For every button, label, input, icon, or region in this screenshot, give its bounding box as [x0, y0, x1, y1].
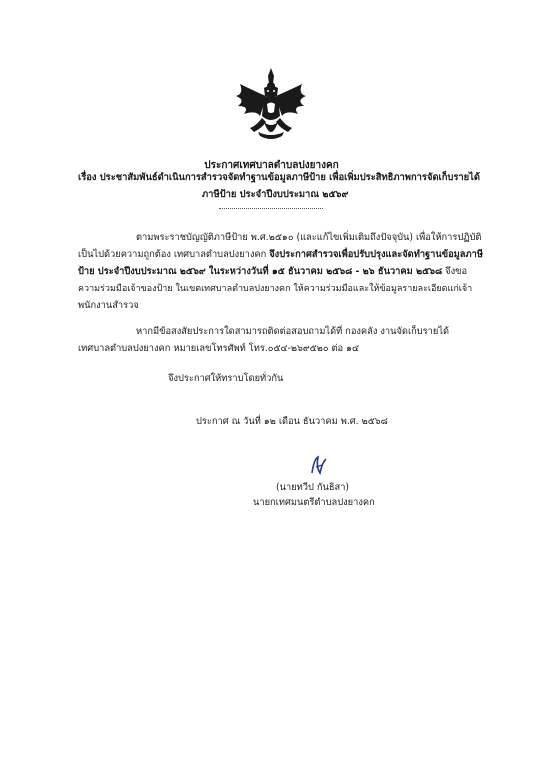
contact-paragraph-line: หากมีข้อสงสัยประการใดสามารถติดต่อสอบถามได้ที่ กองคลัง งานจัดเก็บรายได้: [136, 326, 450, 337]
signature: [306, 453, 332, 479]
announcement-heading: ประกาศเทศบาลตำบลปงยางคก: [204, 160, 339, 171]
divider-dotted: [219, 208, 323, 209]
signer-name: (นายทวีป กันธิสา): [276, 482, 350, 493]
body-text-bold: จึงประกาศสำรวจเพื่อปรับปรุงและจัดทำฐานข้อมูลภาษี: [269, 249, 483, 260]
closing-statement: จึงประกาศให้ทราบโดยทั่วกัน: [168, 373, 284, 384]
body-paragraph-line: [78, 266, 467, 278]
garuda-emblem: [230, 66, 312, 144]
body-text: จึงขอ: [442, 266, 468, 277]
contact-paragraph-line: เทศบาลตำบลปงยางคก หมายเลขโทรศัพท์ โทร.๐๕๔-๒๖๙๕๒๐ ต่อ ๑๔: [78, 343, 360, 354]
announcement-date: ประกาศ ณ วันที่ ๑๒ เดือน ธันวาคม พ.ศ. ๒๕๖๘: [196, 416, 388, 427]
body-text-bold: ป้าย ประจำปีงบประมาณ ๒๕๖๙ ในระหว่างวันที่ ๑๕ ธันวาคม ๒๕๖๘ - ๒๖ ธันวาคม ๒๕๖๘: [78, 266, 443, 277]
body-paragraph-line: พนักงานสำรวจ: [78, 300, 139, 311]
body-text: เป็นไปด้วยความถูกต้อง เทศบาลตำบลปงยางคก: [78, 249, 270, 260]
body-paragraph-line: ความร่วมมือเจ้าของป้าย ในเขตเทศบาลตำบลปงยางคก ให้ความร่วมมือและให้ข้อมูลรายละเอียดแก่เจ้า: [78, 284, 473, 294]
body-paragraph-line: [78, 249, 483, 261]
body-paragraph-line: ตามพระราชบัญญัติภาษีป้าย พ.ศ.๒๕๑๐ (และแก้ไขเพิ่มเติมถึงปัจจุบัน) เพื่อให้การปฏิบัติ: [136, 232, 482, 243]
subject-line: เรื่อง ประชาสัมพันธ์ดำเนินการสำรวจจัดทำฐานข้อมูลภาษีป้าย เพื่อเพิ่มประสิทธิภาพการจัดเก็บรายได้: [78, 172, 480, 183]
subject-line-continued: ภาษีป้าย ประจำปีงบประมาณ ๒๕๖๙: [202, 189, 349, 200]
signer-title: นายกเทศมนตรีตำบลปงยางคก: [253, 497, 375, 508]
